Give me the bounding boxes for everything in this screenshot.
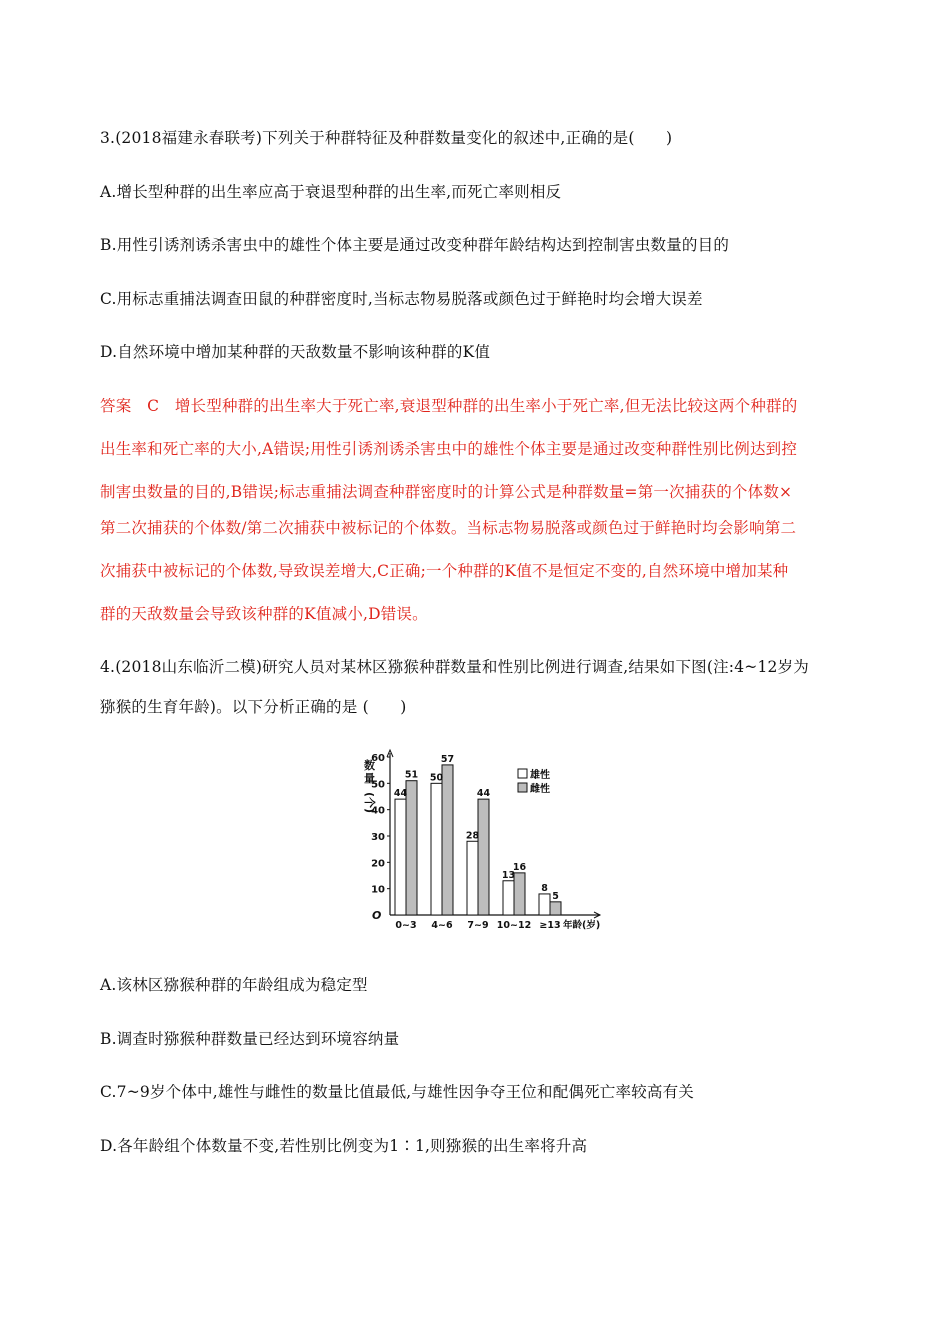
bar-value-label: 5: [552, 890, 559, 902]
q4-option-d: D.各年龄组个体数量不变,若性别比例变为1∶1,则猕猴的出生率将升高: [100, 1137, 588, 1155]
bar-male: [539, 894, 550, 915]
q3-option-a: A.增长型种群的出生率应高于衰退型种群的出生率,而死亡率则相反: [100, 183, 562, 201]
legend-swatch: [518, 769, 527, 778]
q3-stem: 3.(2018福建永春联考)下列关于种群特征及种群数量变化的叙述中,正确的是( ): [100, 129, 673, 147]
y-tick-label: 50: [371, 779, 385, 791]
y-tick-label: 10: [371, 884, 385, 896]
q3-answer-line: 第二次捕获的个体数/第二次捕获中被标记的个体数。当标志物易脱落或颜色过于鲜艳时均会影响第二: [100, 519, 797, 537]
x-tick-label: ≥13: [539, 920, 561, 931]
chart-legend: [518, 768, 550, 795]
bar-value-label: 16: [512, 861, 527, 873]
bar-male: [467, 841, 478, 915]
y-tick-label: 60: [371, 753, 385, 764]
bar-value-label: 44: [476, 788, 491, 800]
x-tick-label: 4~6: [431, 920, 453, 931]
bar-male: [503, 881, 514, 915]
origin-label: O: [372, 909, 382, 922]
y-tick-label: 40: [371, 805, 385, 817]
chart-axes: [387, 750, 600, 918]
q3-answer-line: 次捕获中被标记的个体数,导致误差增大,C正确;一个种群的K值不是恒定不变的,自然环境中增加某种: [100, 562, 789, 580]
bar-male: [395, 799, 406, 915]
bar-value-label: 57: [440, 753, 455, 765]
q3-option-d: D.自然环境中增加某种群的天敌数量不影响该种群的K值: [100, 343, 491, 361]
age-structure-bar-chart: [360, 745, 620, 935]
bar-value-label: 28: [465, 830, 480, 842]
y-tick-label: 20: [371, 858, 385, 870]
q4-option-a: A.该林区猕猴种群的年龄组成为稳定型: [100, 976, 368, 994]
y-tick-label: 30: [371, 832, 385, 843]
bar-female: [478, 799, 489, 915]
bar-male: [431, 783, 442, 915]
q3-answer-line: 制害虫数量的目的,B错误;标志重捕法调查种群密度时的计算公式是种群数量=第一次捕获的个体数×: [100, 483, 793, 501]
legend-swatch: [518, 783, 527, 792]
q4-stem-line: 4.(2018山东临沂二模)研究人员对某林区猕猴种群数量和性别比例进行调查,结果如下图(注:4~12岁为: [100, 658, 810, 676]
x-tick-label: 10~12: [496, 920, 532, 931]
q4-option-c: C.7~9岁个体中,雄性与雌性的数量比值最低,与雄性因争夺王位和配偶死亡率较高有关: [100, 1083, 695, 1101]
bar-value-label: 50: [429, 772, 444, 784]
q4-option-b: B.调查时猕猴种群数量已经达到环境容纳量: [100, 1030, 400, 1048]
bar-value-label: 13: [501, 869, 516, 881]
legend-label: 雌性: [530, 784, 550, 795]
bar-value-label: 8: [541, 882, 548, 894]
x-tick-label: 0~3: [395, 920, 417, 931]
legend-label: 雄性: [530, 770, 550, 781]
y-axis-label-char: 量: [364, 772, 375, 785]
y-axis-label-char: 数: [364, 759, 375, 772]
bar-female: [550, 902, 561, 915]
bar-female: [406, 781, 417, 915]
x-axis-label: 年龄(岁): [563, 920, 601, 931]
x-tick-label: 7~9: [467, 920, 489, 931]
bar-female: [514, 873, 525, 915]
q4-stem-line: 猕猴的生育年龄)。以下分析正确的是 ( ): [100, 698, 407, 716]
q3-answer-line: 答案 C 增长型种群的出生率大于死亡率,衰退型种群的出生率小于死亡率,但无法比较这两个种群的: [100, 397, 798, 415]
q3-option-c: C.用标志重捕法调查田鼠的种群密度时,当标志物易脱落或颜色过于鲜艳时均会增大误差: [100, 290, 703, 308]
q3-option-b: B.用性引诱剂诱杀害虫中的雄性个体主要是通过改变种群年龄结构达到控制害虫数量的目的: [100, 236, 730, 254]
bar-female: [442, 765, 453, 915]
bar-value-label: 44: [393, 788, 408, 800]
bar-value-label: 51: [404, 769, 419, 781]
q3-answer-line: 群的天敌数量会导致该种群的K值减小,D错误。: [100, 605, 428, 623]
q3-answer-line: 出生率和死亡率的大小,A错误;用性引诱剂诱杀害虫中的雄性个体主要是通过改变种群性别比例达到控: [100, 440, 798, 458]
y-axis-label-unit: (个): [363, 792, 376, 814]
